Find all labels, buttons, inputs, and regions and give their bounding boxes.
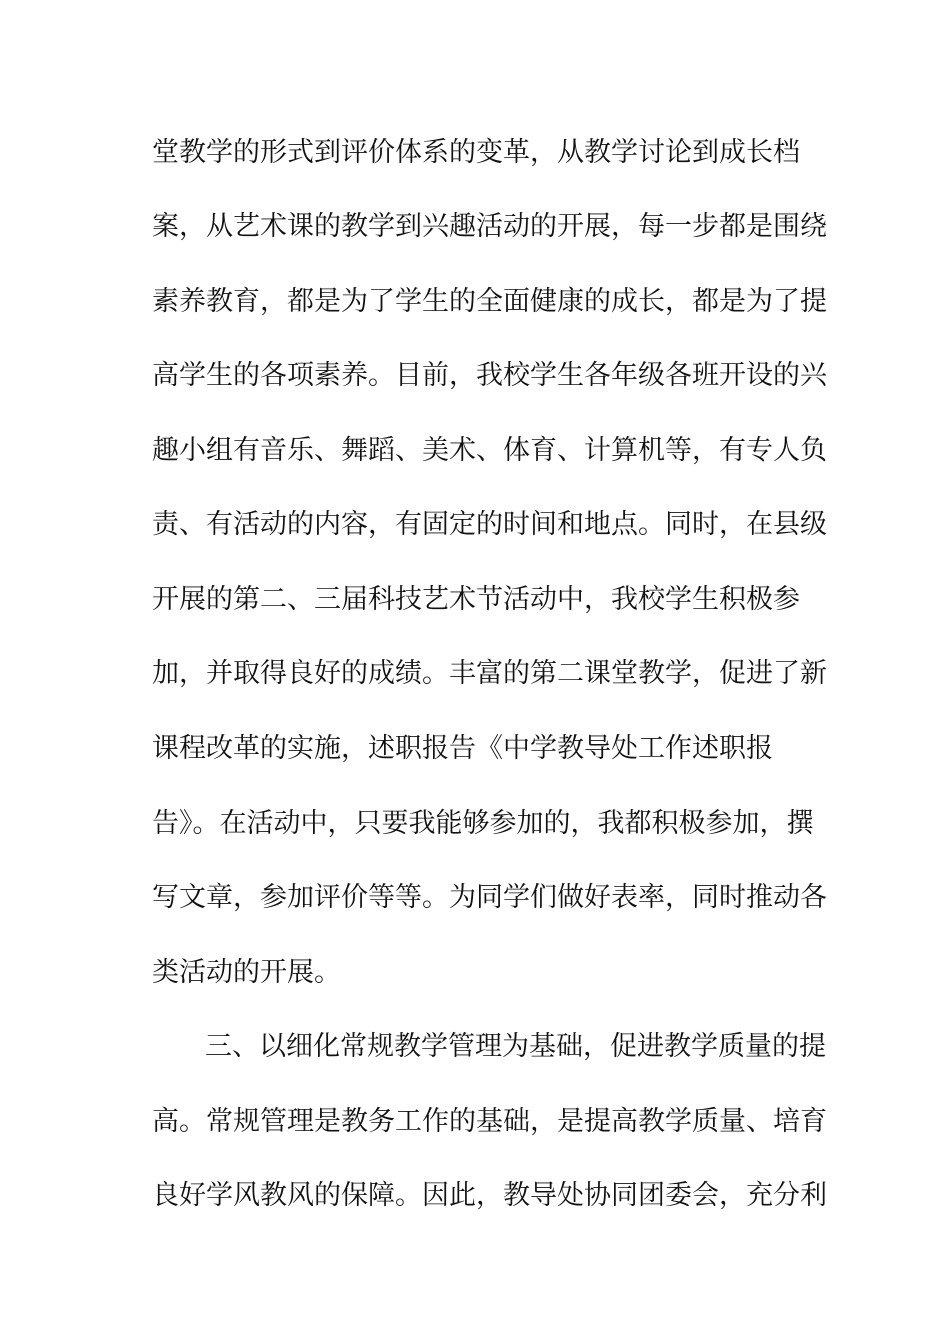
text-line: 告》。在活动中，只要我能够参加的，我都积极参加，撰 [152, 808, 814, 839]
text-line: 开展的第二、三届科技艺术节活动中，我校学生积极参 [152, 584, 800, 615]
text-line: 课程改革的实施，述职报告《中学教导处工作述职报 [152, 733, 773, 764]
text-line: 趣小组有音乐、舞蹈、美术、体育、计算机等，有专人负 [152, 435, 827, 466]
text-line: 类活动的开展。 [152, 957, 341, 988]
text-line: 写文章，参加评价等等。为同学们做好表率，同时推动各 [152, 882, 827, 913]
text-line: 加，并取得良好的成绩。丰富的第二课堂教学，促进了新 [152, 658, 827, 689]
text-line: 案，从艺术课的教学到兴趣活动的开展，每一步都是围绕 [152, 211, 827, 242]
text-line: 责、有活动的内容，有固定的时间和地点。同时，在县级 [152, 509, 827, 540]
text-line: 高。常规管理是教务工作的基础，是提高教学质量、培育 [152, 1106, 827, 1137]
text-line: 素养教育，都是为了学生的全面健康的成长，都是为了提 [152, 286, 827, 317]
text-line: 堂教学的形式到评价体系的变革，从教学讨论到成长档 [152, 137, 800, 168]
text-line: 良好学风教风的保障。因此，教导处协同团委会，充分利 [152, 1180, 827, 1211]
text-line: 三、以细化常规教学管理为基础，促进教学质量的提 [205, 1031, 826, 1062]
text-line: 高学生的各项素养。目前，我校学生各年级各班开设的兴 [152, 360, 827, 391]
